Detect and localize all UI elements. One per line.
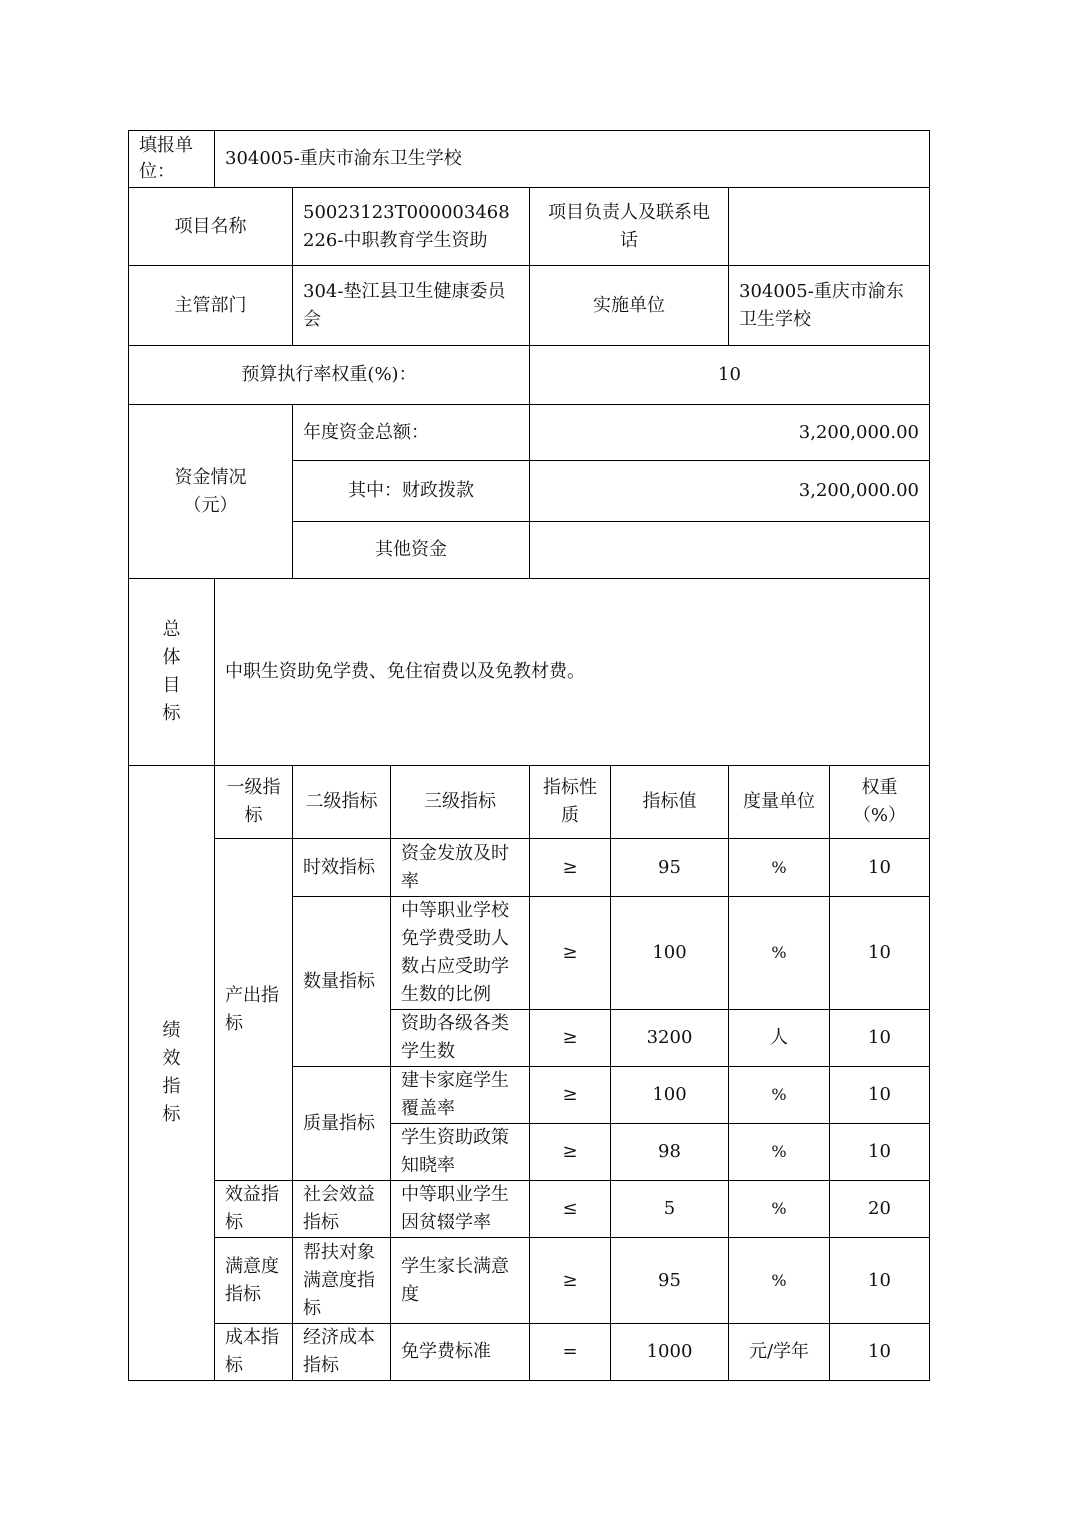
header-unit: 度量单位: [729, 766, 830, 839]
nature-cell: ≥: [530, 1124, 611, 1181]
nature-cell: ≤: [530, 1181, 611, 1238]
level3-cell: 资助各级各类学生数: [391, 1010, 530, 1067]
level2-social: 社会效益指标: [293, 1181, 391, 1238]
level2-beneficiary: 帮扶对象满意度指标: [293, 1238, 391, 1324]
header-value: 指标值: [611, 766, 729, 839]
header-weight: 权重（%）: [830, 766, 930, 839]
weight-cell: 10: [830, 1010, 930, 1067]
funds-label-text: 资金情况（元）: [174, 466, 247, 516]
perf-label-text: 绩效指标: [162, 1020, 181, 1125]
project-name-row: [129, 188, 930, 266]
weight-cell: 10: [830, 1238, 930, 1324]
unit-value: 304005-重庆市渝东卫生学校: [215, 131, 930, 188]
level2-economic: 经济成本指标: [293, 1324, 391, 1381]
funds-total-row: [129, 405, 930, 461]
funds-fiscal-value: 3,200,000.00: [530, 461, 930, 522]
impl-label: 实施单位: [530, 266, 729, 346]
project-name-value: 50023123T000003468226-中职教育学生资助: [293, 188, 530, 266]
funds-other-label: 其他资金: [293, 522, 530, 579]
level3-cell: 学生家长满意度: [391, 1238, 530, 1324]
budget-weight-label: 预算执行率权重(%)：: [129, 346, 530, 405]
level2-quantity: 数量指标: [293, 897, 391, 1067]
value-cell: 98: [611, 1124, 729, 1181]
funds-total-value: 3,200,000.00: [530, 405, 930, 461]
level1-satisfaction: 满意度指标: [215, 1238, 293, 1324]
impl-value: 304005-重庆市渝东卫生学校: [729, 266, 930, 346]
level3-cell: 中等职业学生因贫辍学率: [391, 1181, 530, 1238]
funds-total-label: 年度资金总额：: [293, 405, 530, 461]
dept-label: 主管部门: [129, 266, 293, 346]
nature-cell: =: [530, 1324, 611, 1381]
project-name-label: 项目名称: [129, 188, 293, 266]
level2-quality: 质量指标: [293, 1067, 391, 1181]
unit-label: 填报单位：: [129, 131, 215, 188]
nature-cell: ≥: [530, 897, 611, 1010]
budget-weight-value: 10: [530, 346, 930, 405]
level3-cell: 免学费标准: [391, 1324, 530, 1381]
funds-other-value: [530, 522, 930, 579]
value-cell: 100: [611, 1067, 729, 1124]
unit-cell: %: [729, 1067, 830, 1124]
table-row: [129, 1238, 930, 1324]
department-row: [129, 266, 930, 346]
nature-cell: ≥: [530, 1010, 611, 1067]
performance-target-form: [128, 130, 930, 1381]
value-cell: 1000: [611, 1324, 729, 1381]
unit-row: [129, 131, 930, 188]
funds-fiscal-label: 其中：财政拨款: [293, 461, 530, 522]
funds-label: [129, 405, 293, 579]
level1-benefit: 效益指标: [215, 1181, 293, 1238]
contact-label: 项目负责人及联系电话: [530, 188, 729, 266]
weight-cell: 20: [830, 1181, 930, 1238]
header-level1: 一级指标: [215, 766, 293, 839]
table-row: [129, 1324, 930, 1381]
goal-row: [129, 579, 930, 766]
level3-cell: 建卡家庭学生覆盖率: [391, 1067, 530, 1124]
goal-label: [129, 579, 215, 766]
value-cell: 95: [611, 1238, 729, 1324]
level1-output: 产出指标: [215, 839, 293, 1181]
value-cell: 100: [611, 897, 729, 1010]
table-row: [129, 839, 930, 897]
budget-weight-row: [129, 346, 930, 405]
level3-cell: 资金发放及时率: [391, 839, 530, 897]
unit-cell: %: [729, 1181, 830, 1238]
level2-timeliness: 时效指标: [293, 839, 391, 897]
level3-cell: 中等职业学校免学费受助人数占应受助学生数的比例: [391, 897, 530, 1010]
unit-cell: 人: [729, 1010, 830, 1067]
unit-cell: %: [729, 897, 830, 1010]
contact-value: [729, 188, 930, 266]
unit-cell: 元/学年: [729, 1324, 830, 1381]
value-cell: 95: [611, 839, 729, 897]
goal-text: 中职生资助免学费、免住宿费以及免教材费。: [215, 579, 930, 766]
weight-cell: 10: [830, 1067, 930, 1124]
level3-cell: 学生资助政策知晓率: [391, 1124, 530, 1181]
value-cell: 5: [611, 1181, 729, 1238]
weight-cell: 10: [830, 839, 930, 897]
nature-cell: ≥: [530, 1238, 611, 1324]
header-level2: 二级指标: [293, 766, 391, 839]
level1-cost: 成本指标: [215, 1324, 293, 1381]
weight-cell: 10: [830, 1324, 930, 1381]
unit-cell: %: [729, 1238, 830, 1324]
value-cell: 3200: [611, 1010, 729, 1067]
nature-cell: ≥: [530, 1067, 611, 1124]
weight-cell: 10: [830, 1124, 930, 1181]
goal-label-text: 总体目标: [162, 619, 181, 724]
dept-value: 304-垫江县卫生健康委员会: [293, 266, 530, 346]
perf-header-row: [129, 766, 930, 839]
weight-cell: 10: [830, 897, 930, 1010]
header-level3: 三级指标: [391, 766, 530, 839]
table-row: [129, 1181, 930, 1238]
unit-cell: %: [729, 839, 830, 897]
unit-cell: %: [729, 1124, 830, 1181]
nature-cell: ≥: [530, 839, 611, 897]
header-nature: 指标性质: [530, 766, 611, 839]
perf-label: [129, 766, 215, 1381]
